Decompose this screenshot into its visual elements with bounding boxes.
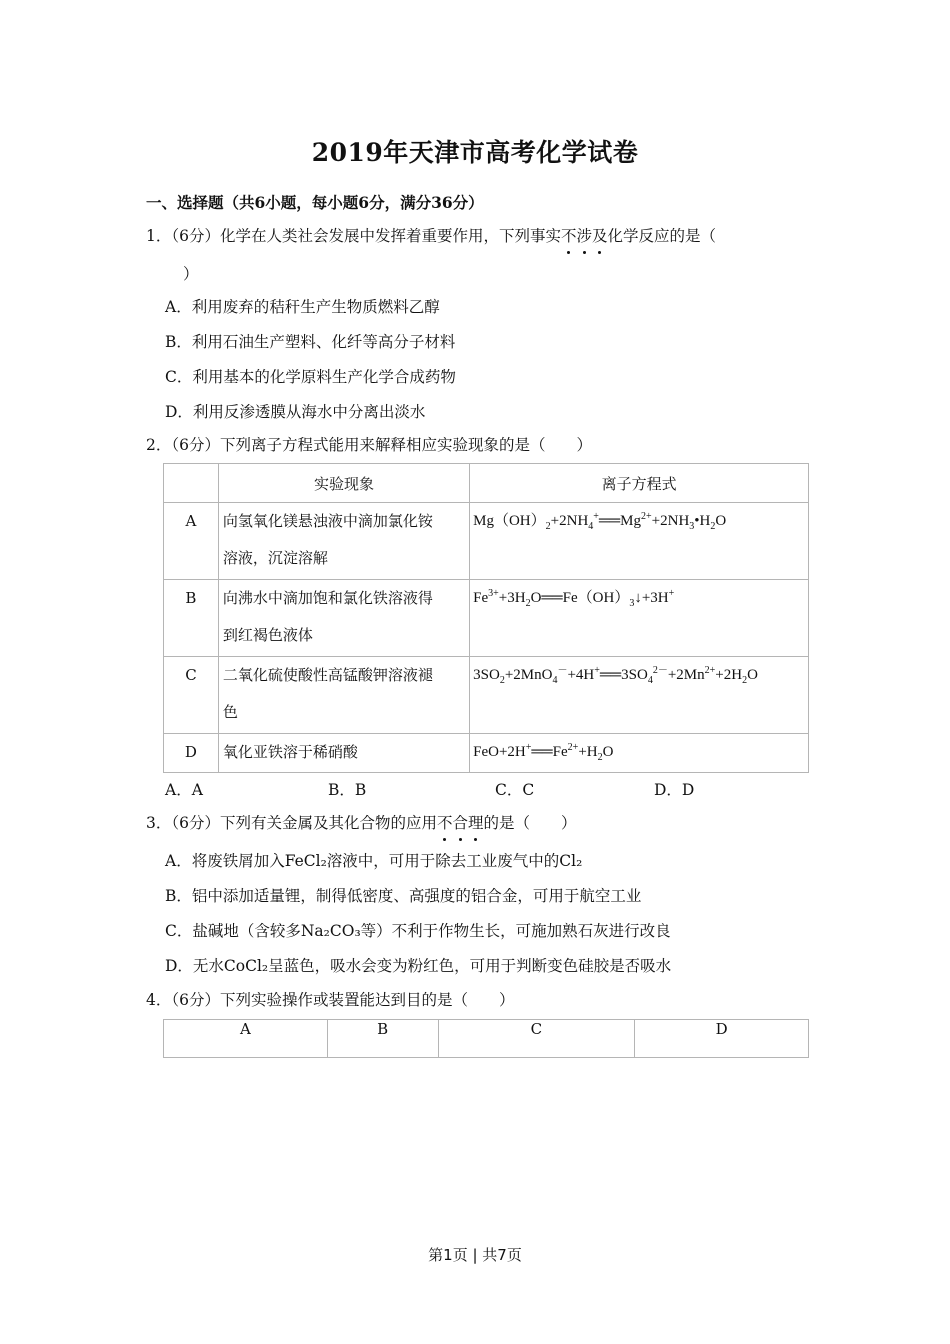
emphasis-char: 不 xyxy=(560,227,577,245)
q3-option-b: B．铝中添加适量锂，制得低密度、高强度的铝合金，可用于航空工业 xyxy=(165,887,642,905)
question-3-text-b: 的是（ ） xyxy=(483,814,577,832)
q2-answer-options xyxy=(0,778,950,800)
ionic-equation: $Fe^{3+}+3H_2O══Fe(OH)_3↓+3H^+$ xyxy=(473,588,675,609)
question-3 xyxy=(146,811,577,833)
row-label: D xyxy=(184,743,197,761)
q3-option-d: D．无水CoCl₂呈蓝色，吸水会变为粉红色，可用于判断变色硅胶是否吸水 xyxy=(165,957,672,975)
table-row xyxy=(164,734,809,773)
row-label: A xyxy=(185,512,197,530)
phenomenon-line: 二氧化硫使酸性高锰酸钾溶液褪 xyxy=(222,666,433,684)
phenomenon-line: 向沸水中滴加饱和氯化铁溶液得 xyxy=(222,589,433,607)
q3-option-a: A．将废铁屑加入FeCl₂溶液中，可用于除去工业废气中的Cl₂ xyxy=(165,852,583,870)
q4-table xyxy=(163,1019,809,1058)
page-title: 2019年天津市高考化学试卷 xyxy=(311,138,639,167)
q2-answer-d: D．D xyxy=(654,781,695,799)
header-cell-phenomenon: 实验现象 xyxy=(218,464,469,503)
header-cell-d: D xyxy=(635,1020,809,1058)
emphasis-char: 及 xyxy=(592,227,608,245)
q2-answer-a: A．A xyxy=(165,781,203,799)
q1-option-b: B．利用石油生产塑料、化纤等高分子材料 xyxy=(165,333,456,351)
phenomenon-line: 向氢氧化镁悬浊液中滴加氯化铵 xyxy=(222,512,433,530)
ionic-equation: $3SO_2+2MnO_4^-+4H^+══3SO_4^{2-}+2Mn^{2+}+2H_2O$ xyxy=(473,665,758,686)
phenomenon-line: 氧化亚铁溶于稀硝酸 xyxy=(222,743,358,761)
header-cell-equation: 离子方程式 xyxy=(470,464,809,503)
row-label: B xyxy=(185,589,197,607)
emphasis-char: 合 xyxy=(452,814,469,832)
question-3-text-a: 3．（6分）下列有关金属及其化合物的应用 xyxy=(146,814,437,832)
q1-option-a: A．利用废弃的秸秆生产生物质燃料乙醇 xyxy=(165,298,440,316)
phenomenon-line: 溶液，沉淀溶解 xyxy=(222,549,328,567)
section-heading: 一、选择题（共6小题，每小题6分，满分36分） xyxy=(146,193,484,212)
q2-answer-c: C．C xyxy=(495,781,535,799)
page-footer: 第1页 | 共7页 xyxy=(428,1246,522,1264)
ionic-equation: $Mg(OH)_2+2NH_4^+══Mg^{2+}+2NH_3•H_2O$ xyxy=(473,511,727,532)
question-1-text-a: 1．（6分）化学在人类社会发展中发挥着重要作用，下列事实 xyxy=(146,227,561,245)
table-header-row xyxy=(164,464,809,503)
table-row xyxy=(164,580,809,657)
emphasis-char: 不 xyxy=(436,814,453,832)
q1-option-c: C．利用基本的化学原料生产化学合成药物 xyxy=(165,368,456,386)
q3-option-c: C．盐碱地（含较多Na₂CO₃等）不利于作物生长，可施加熟石灰进行改良 xyxy=(165,922,671,940)
q2-table xyxy=(163,463,809,773)
emphasis-char: 涉 xyxy=(576,227,593,245)
table-row xyxy=(164,503,809,580)
question-4: 4．（6分）下列实验操作或装置能达到目的是（ ） xyxy=(146,991,515,1009)
header-cell-c: C xyxy=(438,1020,635,1058)
header-cell-b: B xyxy=(327,1020,438,1058)
header-cell-a: A xyxy=(164,1020,328,1058)
table-header-row xyxy=(164,1020,809,1058)
phenomenon-line: 色 xyxy=(222,703,238,721)
table-row xyxy=(164,657,809,734)
row-label: C xyxy=(185,666,197,684)
q1-option-d: D．利用反渗透膜从海水中分离出淡水 xyxy=(165,403,426,421)
phenomenon-line: 到红褐色液体 xyxy=(222,626,313,644)
ionic-equation: $FeO+2H^+══Fe^{2+}+H_2O$ xyxy=(473,742,614,763)
q2-answer-b: B．B xyxy=(328,781,367,799)
emphasis-char: 理 xyxy=(468,814,484,832)
question-1-text-b: 化学反应的是（ xyxy=(607,227,717,245)
header-cell-blank xyxy=(164,464,219,503)
question-1 xyxy=(146,224,716,246)
question-1-close: ） xyxy=(183,265,199,283)
question-2: 2．（6分）下列离子方程式能用来解释相应实验现象的是（ ） xyxy=(146,436,592,454)
